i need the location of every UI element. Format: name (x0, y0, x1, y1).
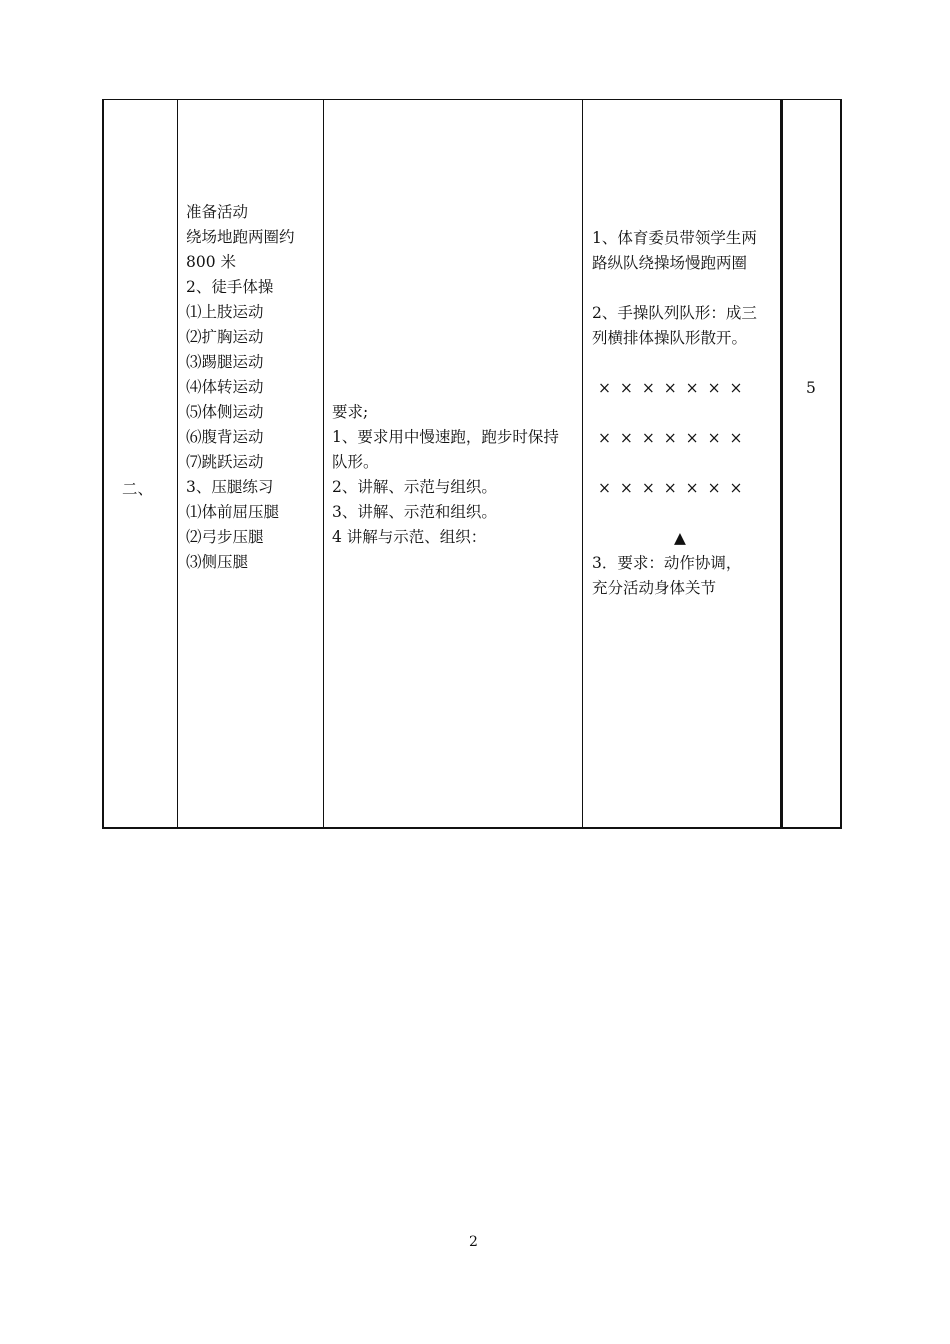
spacer (592, 276, 776, 301)
content-line: ⑸体侧运动 (186, 403, 264, 421)
content-line: ⑶踢腿运动 (186, 353, 264, 371)
requirement-line: 3、讲解、示范和组织。 (332, 503, 497, 521)
requirements-cell (332, 400, 559, 550)
content-line: ⑴上肢运动 (186, 303, 264, 321)
content-line: 2、徒手体操 (186, 278, 274, 296)
spacer (592, 401, 776, 426)
content-line: 800 米 (186, 253, 237, 271)
content-line: ⑺跳跃运动 (186, 453, 264, 471)
organization-line: 充分活动身体关节 (592, 579, 717, 597)
requirement-line: 1、要求用中慢速跑，跑步时保持 (332, 428, 559, 446)
spacer (592, 501, 776, 526)
column-divider-4 (780, 99, 783, 829)
column-divider-3 (582, 99, 583, 829)
time-value: 5 (806, 379, 816, 397)
content-line: ⑷体转运动 (186, 378, 264, 396)
formation-row-1: × × × × × × × (598, 379, 743, 397)
organization-line: 1、体育委员带领学生两 (592, 229, 757, 247)
formation-row-3: × × × × × × × (598, 479, 743, 497)
content-line: ⑶侧压腿 (186, 553, 249, 571)
content-line: ⑴体前屈压腿 (186, 503, 280, 521)
organization-line: 列横排体操队形散开。 (592, 329, 748, 347)
content-cell (186, 200, 295, 575)
organization-line: 路纵队绕操场慢跑两圈 (592, 254, 748, 272)
requirement-line: 要求; (332, 403, 369, 421)
requirement-line: 队形。 (332, 453, 379, 471)
requirement-line: 4 讲解与示范、组织： (332, 528, 487, 546)
content-line: 3、压腿练习 (186, 478, 274, 496)
column-divider-1 (177, 99, 178, 829)
organization-line: 3．要求：动作协调， (592, 554, 742, 572)
content-line: ⑵弓步压腿 (186, 528, 264, 546)
formation-row-2: × × × × × × × (598, 429, 743, 447)
page-number: 2 (469, 1234, 478, 1250)
column-divider-2 (323, 99, 324, 829)
content-line: ⑵扩胸运动 (186, 328, 264, 346)
spacer (592, 451, 776, 476)
organization-line: 2、手操队列队形：成三 (592, 304, 757, 322)
organization-cell (592, 226, 776, 601)
section-number: 二、 (122, 480, 154, 498)
teacher-marker-icon: ▲ (674, 529, 686, 547)
content-line: 准备活动 (186, 203, 249, 221)
requirement-line: 2、讲解、示范与组织。 (332, 478, 497, 496)
content-line: ⑹腹背运动 (186, 428, 264, 446)
spacer (592, 351, 776, 376)
content-line: 绕场地跑两圈约 (186, 228, 295, 246)
